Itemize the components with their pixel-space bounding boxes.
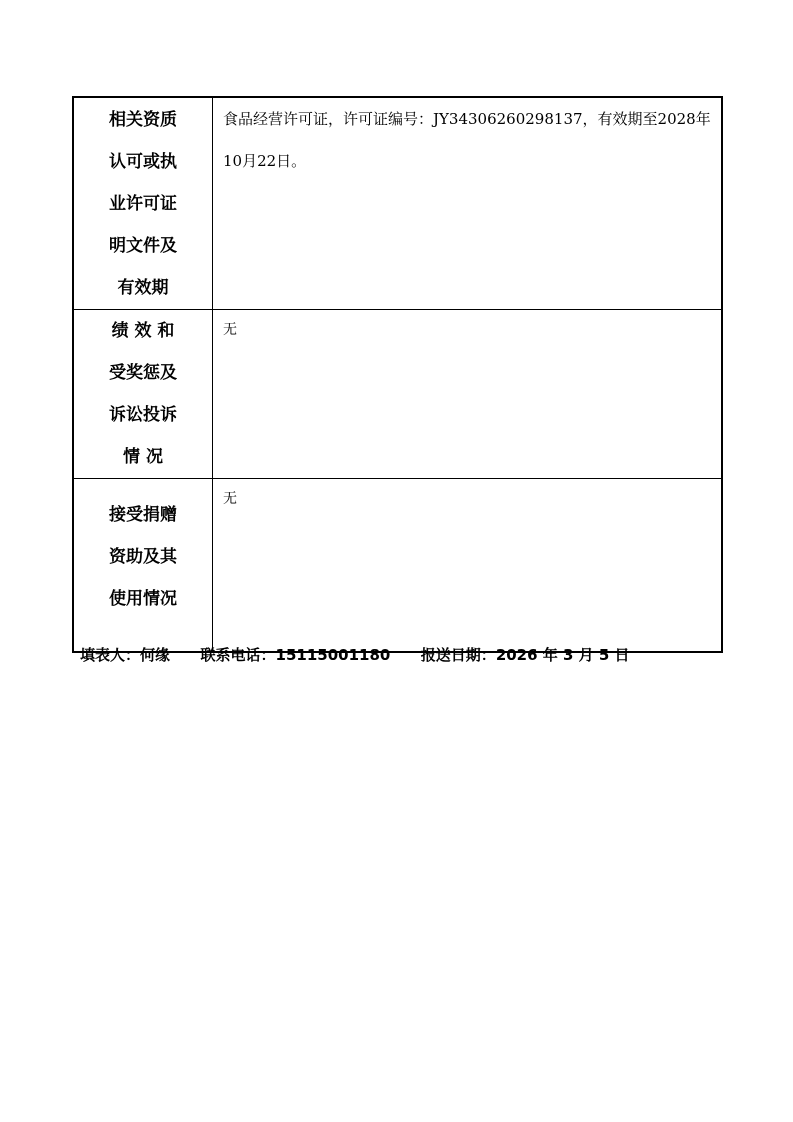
label-line: 相关资质 [109, 110, 177, 130]
donations-text: 无 [223, 491, 237, 507]
row-label-donations [73, 479, 213, 653]
label-line: 诉讼投诉 [109, 405, 177, 425]
label-line: 受奖惩及 [109, 363, 177, 383]
report-table [72, 96, 723, 653]
table-row-performance [73, 310, 722, 479]
phone-number: 15115001180 [275, 646, 391, 664]
label-line: 使用情况 [109, 589, 177, 609]
performance-text: 无 [223, 322, 237, 338]
date-label: 报送日期： [420, 646, 496, 664]
phone-label: 联系电话： [200, 646, 276, 664]
row-content-qualification [213, 97, 723, 310]
label-line: 认可或执 [109, 152, 177, 172]
label-line: 绩 效 和 [111, 321, 175, 341]
qualification-text: 食品经营许可证，许可证编号：JY34306260298137，有效期至2028年10月22日。 [223, 110, 711, 170]
form-footer [80, 643, 630, 667]
label-line: 接受捐赠 [109, 505, 177, 525]
label-line: 明文件及 [109, 236, 177, 256]
row-content-performance [213, 310, 723, 479]
filler-name: 何缘 [140, 646, 171, 664]
filler-label: 填表人： [80, 646, 141, 664]
table-row-qualification [73, 97, 722, 310]
label-line: 资助及其 [109, 547, 177, 567]
row-content-donations [213, 479, 723, 653]
row-label-qualification [73, 97, 213, 310]
label-line: 情 况 [123, 447, 163, 467]
label-line: 有效期 [117, 278, 169, 298]
label-line: 业许可证 [109, 194, 177, 214]
row-label-performance [73, 310, 213, 479]
table-row-donations [73, 479, 722, 653]
report-date: 2026 年 3 月 5 日 [495, 646, 630, 664]
